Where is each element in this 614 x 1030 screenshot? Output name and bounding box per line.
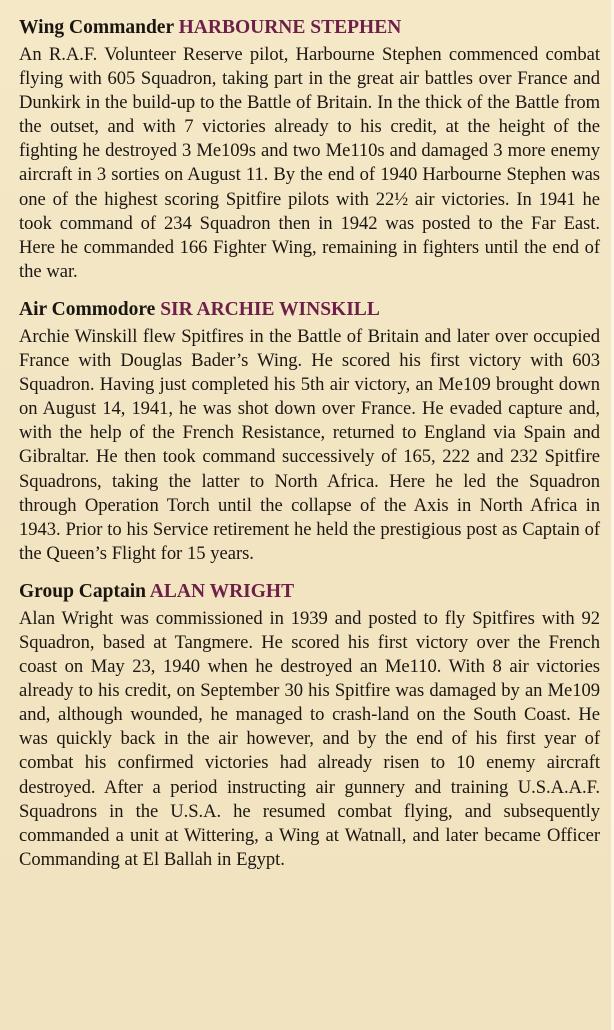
biography-entry-wright xyxy=(19,580,600,872)
entry-body: Archie Winskill flew Spitfires in the Battle of Britain and later over occupied France with Douglas Bader’s Wing. He scored his first victory with 603 Squadron. Having just completed his 5th air victory, an Me109 brought down on August 14, 1941, he was shot down over France. He evaded capture and, with the help of the French Resistance, returned to England via Spain and Gibraltar. He then took command successively of 165, 222 and 232 Spitfire Squadrons, taking the latter to North Africa. Here he led the Squadron through Operation Torch until the collapse of the Axis in North Africa in 1943. Prior to his Service retirement he held the prestigious post as Captain of the Queen’s Flight for 15 years. xyxy=(19,325,600,564)
entry-rank: Group Captain xyxy=(19,580,146,602)
entry-body: Alan Wright was commissioned in 1939 and posted to fly Spitfires with 92 Squadron, based at Tangmere. He scored his first victory over the French coast on May 23, 1940 when he destroyed an Me110. With 8 air victories already to his credit, on September 30 his Spitfire was damaged by an Me109 and, although wounded, he managed to crash-land on the South Coast. He was quickly back in the air however, and by the end of his first year of combat his confirmed victories had already risen to 10 enemy aircraft destroyed. After a period instructing air gunnery and training U.S.A.A.F. Squadrons in the U.S.A. he resumed combat flying, and subsequently commanded a unit at Wittering, a Wing at Watnall, and later became Officer Commanding at El Ballah in Egypt. xyxy=(19,607,600,870)
entry-rank: Air Commodore xyxy=(19,298,156,320)
entry-rank: Wing Commander xyxy=(19,17,174,38)
entry-body: An R.A.F. Volunteer Reserve pilot, Harbourne Stephen commenced combat flying with 605 Squadron, taking part in the great air battles over France and Dunkirk in the build-up to the Battle of Britain. In the thick of the Battle from the outset, and with 7 victories already to his credit, at the height of the fighting he destroyed 3 Me109s and two Me110s and damaged 3 more enemy aircraft in 3 sorties on August 11. By the end of 1940 Harbourne Stephen was one of the highest scoring Spitfire pilots with 22½ air victories. In 1941 he took command of 234 Squadron then in 1942 was posted to the Far East. Here he commanded 166 Fighter Wing, remaining in fighters until the end of the war. xyxy=(19,44,600,282)
biography-entry-stephen xyxy=(19,16,600,284)
biography-entry-winskill xyxy=(19,298,600,566)
entry-name: HARBOURNE STEPHEN xyxy=(178,17,402,38)
entry-name: ALAN WRIGHT xyxy=(149,580,295,602)
entry-heading xyxy=(19,16,600,40)
entry-heading xyxy=(19,298,600,322)
entry-heading xyxy=(19,580,600,604)
entry-name: SIR ARCHIE WINSKILL xyxy=(160,298,380,320)
